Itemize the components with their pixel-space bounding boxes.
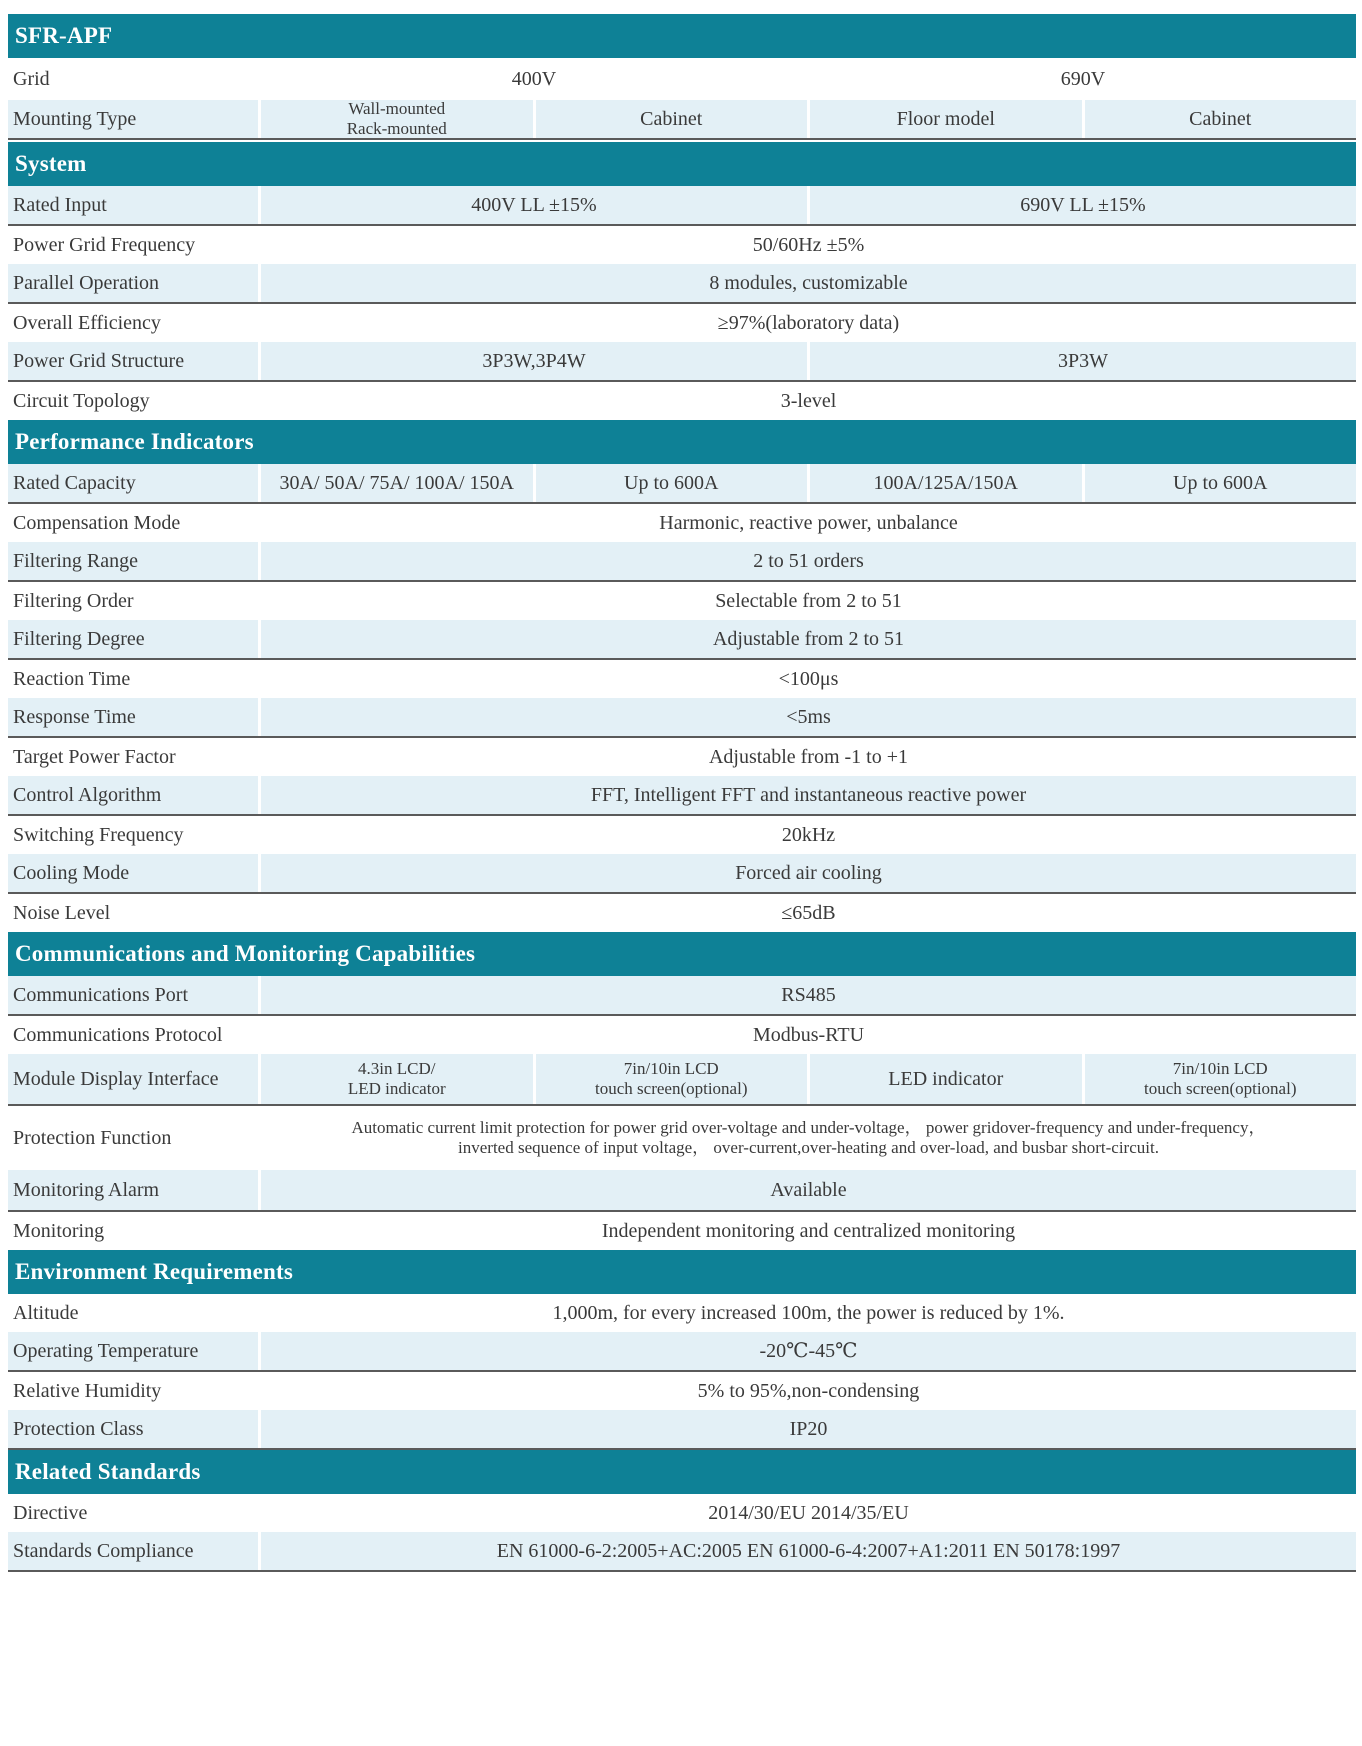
table-row	[8, 342, 1356, 382]
row-label: Relative Humidity	[13, 1379, 162, 1402]
row-value: Selectable from 2 to 51	[715, 589, 902, 612]
row-value: 50/60Hz ±5%	[752, 233, 865, 256]
table-row	[8, 1494, 1356, 1532]
row-value: 3-level	[780, 389, 837, 412]
table-row	[8, 100, 1356, 140]
table-row	[8, 58, 1356, 100]
row-label: Parallel Operation	[8, 264, 258, 302]
table-row	[8, 464, 1356, 504]
section-title: Communications and Monitoring Capabilities	[8, 932, 1356, 976]
row-value: Adjustable from 2 to 51	[261, 620, 1356, 658]
row-value: Automatic current limit protection for power grid over-voltage and under-voltage， power gridover-frequency and under-frequency， inverted sequence of input voltage， over-current,over-heating and over-load, and busbar short-circuit.	[351, 1118, 1266, 1157]
table-row	[8, 620, 1356, 660]
row-value: 20kHz	[781, 823, 836, 846]
table-row	[8, 1532, 1356, 1572]
table-row	[8, 1016, 1356, 1054]
row-value: Forced air cooling	[261, 854, 1356, 892]
table-row	[8, 1294, 1356, 1332]
row-label: Noise Level	[13, 901, 111, 924]
row-label: Cooling Mode	[8, 854, 258, 892]
row-value: Modbus-RTU	[752, 1023, 865, 1046]
table-row	[8, 738, 1356, 776]
row-label: Grid	[13, 67, 50, 90]
row-label: Module Display Interface	[8, 1054, 258, 1104]
table-row	[8, 1332, 1356, 1372]
row-label: Protection Function	[13, 1126, 172, 1149]
row-label: Filtering Order	[13, 589, 134, 612]
row-label: Altitude	[13, 1301, 79, 1324]
table-row	[8, 226, 1356, 264]
header-rows	[8, 58, 1356, 140]
row-label: Response Time	[8, 698, 258, 736]
row-value: Cabinet	[536, 100, 808, 138]
row-value: 7in/10in LCD touch screen(optional)	[536, 1054, 808, 1104]
row-value: 2 to 51 orders	[261, 542, 1356, 580]
table-row	[8, 304, 1356, 342]
row-value: Floor model	[810, 100, 1082, 138]
row-value: 400V	[511, 67, 557, 90]
row-value: 400V LL ±15%	[261, 186, 807, 224]
row-label: Directive	[13, 1501, 88, 1524]
row-label: Monitoring	[13, 1219, 105, 1242]
table-row	[8, 776, 1356, 816]
row-value: ≥97%(laboratory data)	[717, 311, 900, 334]
row-value: 3P3W	[810, 342, 1356, 380]
row-value: <100μs	[778, 667, 839, 690]
row-value: 4.3in LCD/ LED indicator	[261, 1054, 533, 1104]
row-value: Up to 600A	[1085, 464, 1357, 502]
row-label: Power Grid Structure	[8, 342, 258, 380]
row-label: Control Algorithm	[8, 776, 258, 814]
row-value: Wall-mounted Rack-mounted	[261, 100, 533, 138]
table-row	[8, 660, 1356, 698]
row-value: 5% to 95%,non-condensing	[697, 1379, 920, 1402]
row-label: Communications Protocol	[13, 1023, 223, 1046]
row-value: 690V LL ±15%	[810, 186, 1356, 224]
row-label: Rated Capacity	[8, 464, 258, 502]
row-value: <5ms	[261, 698, 1356, 736]
row-value: RS485	[261, 976, 1356, 1014]
row-label: Target Power Factor	[13, 745, 176, 768]
row-label: Circuit Topology	[13, 389, 150, 412]
row-label: Mounting Type	[8, 100, 258, 138]
row-value: 1,000m, for every increased 100m, the power is reduced by 1%.	[552, 1301, 1065, 1324]
table-row	[8, 1106, 1356, 1170]
table-title: SFR-APF	[8, 14, 1356, 58]
table-row	[8, 504, 1356, 542]
row-value: -20℃-45℃	[261, 1332, 1356, 1370]
row-label: Overall Efficiency	[13, 311, 161, 334]
table-row	[8, 816, 1356, 854]
table-row	[8, 854, 1356, 894]
row-label: Protection Class	[8, 1410, 258, 1448]
table-row	[8, 698, 1356, 738]
row-value: Available	[261, 1170, 1356, 1210]
row-value: LED indicator	[810, 1054, 1082, 1104]
row-label: Monitoring Alarm	[8, 1170, 258, 1210]
table-row	[8, 1054, 1356, 1106]
row-label: Switching Frequency	[13, 823, 184, 846]
table-row	[8, 1410, 1356, 1450]
row-label: Filtering Range	[8, 542, 258, 580]
row-label: Compensation Mode	[13, 511, 181, 534]
row-label: Filtering Degree	[8, 620, 258, 658]
sections	[8, 142, 1356, 1572]
row-label: Operating Temperature	[8, 1332, 258, 1370]
row-value: ≤65dB	[781, 901, 836, 924]
section-title: Environment Requirements	[8, 1250, 1356, 1294]
row-value: Harmonic, reactive power, unbalance	[659, 511, 958, 534]
row-value: 100A/125A/150A	[810, 464, 1082, 502]
row-value: FFT, Intelligent FFT and instantaneous reactive power	[261, 776, 1356, 814]
row-value: 30A/ 50A/ 75A/ 100A/ 150A	[261, 464, 533, 502]
row-label: Standards Compliance	[8, 1532, 258, 1570]
row-value: 8 modules, customizable	[261, 264, 1356, 302]
table-row	[8, 382, 1356, 420]
row-value: 2014/30/EU 2014/35/EU	[708, 1501, 909, 1524]
spec-table	[8, 14, 1356, 1572]
table-row	[8, 186, 1356, 226]
row-value: 3P3W,3P4W	[261, 342, 807, 380]
row-value: Adjustable from -1 to +1	[708, 745, 909, 768]
table-row	[8, 894, 1356, 932]
table-row	[8, 1372, 1356, 1410]
section-title: Related Standards	[8, 1450, 1356, 1494]
row-label: Reaction Time	[13, 667, 131, 690]
section-title: System	[8, 142, 1356, 186]
row-value: Cabinet	[1085, 100, 1357, 138]
table-row	[8, 1170, 1356, 1212]
section-title: Performance Indicators	[8, 420, 1356, 464]
table-row	[8, 582, 1356, 620]
table-row	[8, 542, 1356, 582]
row-value: IP20	[261, 1410, 1356, 1448]
table-row	[8, 264, 1356, 304]
row-value: Up to 600A	[536, 464, 808, 502]
row-value: 7in/10in LCD touch screen(optional)	[1085, 1054, 1357, 1104]
row-value: 690V	[1060, 67, 1106, 90]
row-value: EN 61000-6-2:2005+AC:2005 EN 61000-6-4:2007+A1:2011 EN 50178:1997	[261, 1532, 1356, 1570]
row-label: Rated Input	[8, 186, 258, 224]
table-row	[8, 1212, 1356, 1250]
row-label: Communications Port	[8, 976, 258, 1014]
row-label: Power Grid Frequency	[13, 233, 196, 256]
row-value: Independent monitoring and centralized monitoring	[601, 1219, 1016, 1242]
table-row	[8, 976, 1356, 1016]
